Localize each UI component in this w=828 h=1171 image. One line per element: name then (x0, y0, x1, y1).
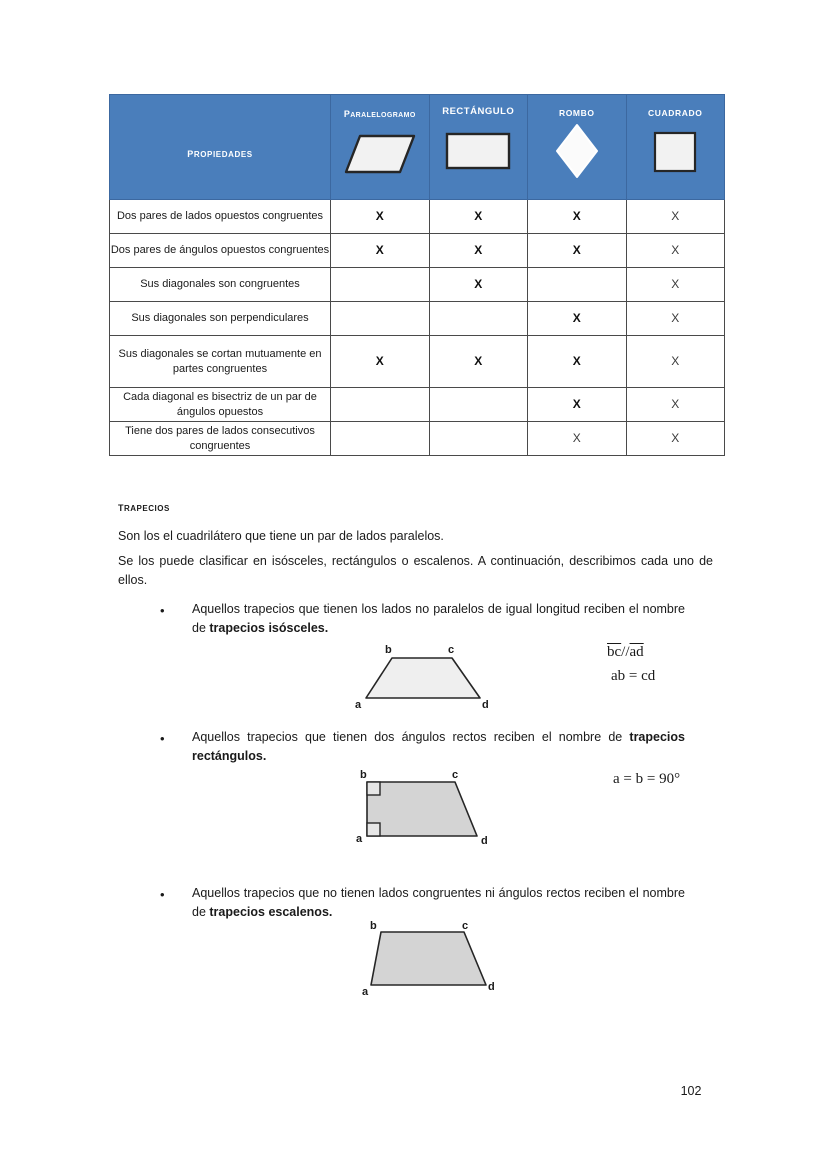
mark-cuadrado: X (626, 336, 725, 388)
bullet-text (192, 728, 685, 766)
square-icon (627, 124, 725, 178)
formula-bc-parallel-ad (607, 644, 644, 661)
mark-cuadrado: X (626, 234, 725, 268)
rhombus-icon (528, 124, 626, 178)
mark-rectangulo: X (429, 234, 528, 268)
bullet-item-isosceles (160, 600, 685, 638)
right-angle-marker-b (367, 782, 380, 795)
vertex-label-d: d (482, 699, 489, 710)
section-heading-trapecios: trapecios (118, 499, 170, 514)
mark-rectangulo (429, 388, 528, 422)
formula-a-equals-b-equals-90: a = b = 90° (613, 771, 681, 787)
parallelogram-icon (331, 127, 429, 181)
property-label: Sus diagonales se cortan mutuamente en partes congruentes (110, 336, 331, 388)
bullet-dot-icon: • (160, 731, 165, 746)
table-row (110, 302, 725, 336)
mark-cuadrado: X (626, 200, 725, 234)
bullet-text-plain: Aquellos trapecios que no tienen lados congruentes ni ángulos rectos reciben el nombre de (192, 886, 685, 919)
property-label: Sus diagonales son perpendiculares (110, 302, 331, 336)
vertex-label-b: b (385, 644, 392, 656)
mark-rombo: X (528, 336, 627, 388)
table-row (110, 422, 725, 456)
bullet-text-bold: trapecios escalenos. (209, 905, 333, 919)
right-angle-marker-a (367, 823, 380, 836)
mark-paralelogramo: X (331, 234, 430, 268)
header-label-cuadrado: CUADRADO (648, 108, 703, 118)
vertex-label-a: a (356, 833, 363, 845)
table-header-cell-rombo (528, 95, 627, 200)
right-trapezoid-shape (367, 782, 477, 836)
mark-paralelogramo: X (331, 336, 430, 388)
property-label: Tiene dos pares de lados consecutivos congruentes (110, 422, 331, 456)
header-label-paralelogramo: paralelogramo (343, 106, 416, 120)
vertex-label-b: b (370, 920, 377, 932)
vertex-label-b: b (360, 769, 367, 781)
bullet-item-rectangulo (160, 728, 685, 766)
mark-rombo: X (528, 388, 627, 422)
isosceles-trapezoid-shape (366, 658, 480, 698)
table-header-cell-paralelogramo (331, 95, 430, 200)
formula-segment-bc: $\overline{bc}$ (607, 644, 622, 660)
formula-segment-ad: $\overline{ad}$ (629, 644, 644, 660)
bullet-text (192, 600, 685, 638)
properties-table-container (109, 94, 719, 456)
vertex-label-c: c (462, 920, 469, 932)
table-header-cell-cuadrado (626, 95, 725, 200)
vertex-label-c: c (448, 644, 455, 656)
figure-trapecio-rectangulo (336, 766, 511, 859)
property-label: Cada diagonal es bisectriz de un par de ángulos opuestos (110, 388, 331, 422)
mark-paralelogramo (331, 388, 430, 422)
table-row (110, 336, 725, 388)
page-number-footer (0, 1084, 828, 1098)
mark-rombo: X (528, 422, 627, 456)
table-header (110, 95, 725, 200)
properties-table (109, 94, 725, 456)
mark-paralelogramo (331, 268, 430, 302)
bullet-dot-icon: • (160, 887, 165, 902)
mark-rectangulo: X (429, 268, 528, 302)
bullet-dot-icon: • (160, 603, 165, 618)
vertex-label-d: d (488, 981, 495, 993)
figure-trapecio-isosceles (336, 636, 511, 715)
bullet-item-escaleno (160, 884, 685, 922)
mark-rectangulo: X (429, 200, 528, 234)
table-header-row (110, 95, 725, 200)
mark-rectangulo (429, 302, 528, 336)
mark-paralelogramo (331, 302, 430, 336)
mark-rombo: X (528, 200, 627, 234)
table-row (110, 200, 725, 234)
mark-cuadrado: X (626, 302, 725, 336)
vertex-label-a: a (362, 986, 369, 998)
figure-trapecio-escaleno (340, 918, 515, 1005)
table-body (110, 200, 725, 456)
vertex-label-a: a (355, 699, 362, 710)
page-number-value: 102 (680, 1084, 702, 1098)
bullet-text-bold: trapecios isósceles. (209, 621, 329, 635)
formula-ab-equals-cd: ab = cd (611, 668, 656, 684)
paragraph-definition: Son los el cuadrilátero que tiene un par de lados paralelos. (118, 529, 444, 543)
mark-rectangulo (429, 422, 528, 456)
rectangle-icon (430, 123, 528, 177)
bullet-text-plain: Aquellos trapecios que tienen dos ángulos rectos reciben el nombre de (192, 730, 630, 744)
mark-rombo (528, 268, 627, 302)
mark-rombo: X (528, 302, 627, 336)
mark-cuadrado: X (626, 388, 725, 422)
mark-paralelogramo: X (331, 200, 430, 234)
paragraph-classification: Se los puede clasificar en isósceles, rectángulos o escalenos. A continuación, describimos cada uno de ellos. (118, 554, 713, 587)
mark-cuadrado: X (626, 422, 725, 456)
mark-cuadrado: X (626, 268, 725, 302)
bullet-text-bold: trapecios rectángulos. (192, 730, 685, 763)
table-header-cell-propiedades (110, 95, 331, 200)
table-row (110, 388, 725, 422)
header-label-rectangulo: RECTÁNGULO (442, 106, 515, 117)
mark-rectangulo: X (429, 336, 528, 388)
formula-parallel-operator: // (621, 644, 630, 660)
table-row (110, 234, 725, 268)
property-label: Dos pares de ángulos opuestos congruentes (110, 234, 331, 268)
scalene-trapezoid-shape (371, 932, 486, 985)
vertex-label-d: d (481, 835, 488, 847)
vertex-label-c: c (452, 769, 459, 781)
header-label-rombo: ROMBO (558, 108, 595, 118)
property-label: Dos pares de lados opuestos congruentes (110, 200, 331, 234)
bullet-text (192, 884, 685, 922)
mark-rombo: X (528, 234, 627, 268)
property-label: Sus diagonales son congruentes (110, 268, 331, 302)
bullet-text-plain: Aquellos trapecios que tienen los lados no paralelos de igual longitud reciben el nombre de (192, 602, 685, 635)
table-header-cell-rectangulo (429, 95, 528, 200)
mark-paralelogramo (331, 422, 430, 456)
table-row (110, 268, 725, 302)
header-label-propiedades: propiedades (187, 145, 253, 160)
